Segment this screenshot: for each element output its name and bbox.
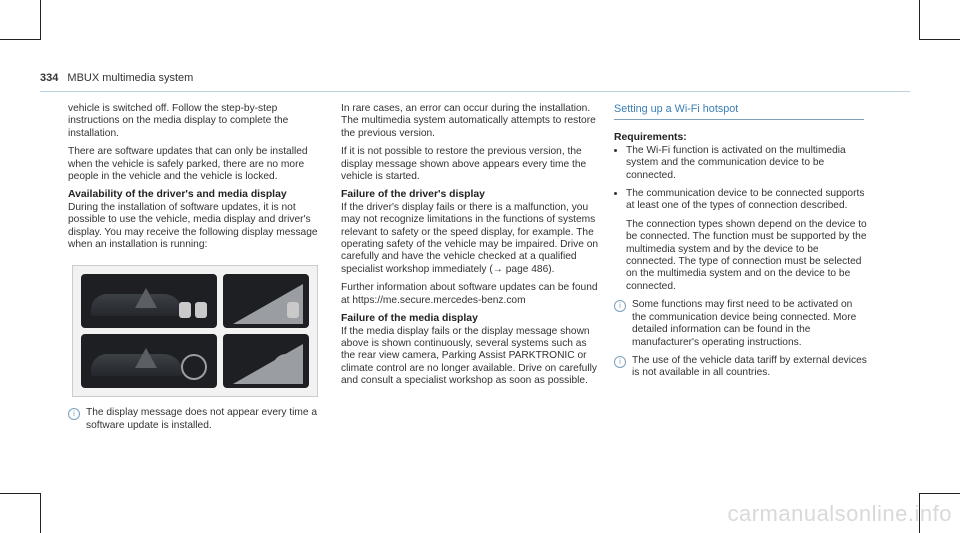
warning-icon bbox=[135, 288, 157, 308]
paragraph: Further information about software updates can be found at https://me.secure.mercedes-benz.com bbox=[341, 282, 598, 306]
crop-mark bbox=[919, 493, 960, 494]
heading-driver-display-failure: Failure of the driver's display bbox=[341, 189, 485, 201]
page-number: 334 bbox=[40, 72, 59, 84]
heading-requirements: Requirements: bbox=[614, 132, 687, 144]
note-text: Some functions may first need to be activated on the communication device being connected. More detailed information can be found in the manufacturer's operating instructions. bbox=[632, 299, 857, 348]
paragraph: If the driver's display fails or there is a malfunction, you may not recognize limitations in the functions of systems relevant to safety or the speed display, for example. The operating safety of the vehicle may be impaired. Drive on carefully and have the vehicle checked at a qualified specialist workshop immediately (→ page 486). bbox=[341, 201, 599, 275]
display-screenshot bbox=[72, 265, 318, 397]
paragraph: If the media display fails or the display message shown above is shown continuously, several systems such as the rear view camera, Parking Assist PARKTRONIC or climate control are no longer available. Drive on carefully and consult a specialist workshop as soon as possible. bbox=[341, 325, 597, 387]
heading-availability: Availability of the driver's and media display bbox=[68, 189, 287, 201]
info-icon: i bbox=[614, 356, 626, 368]
requirements-list bbox=[614, 145, 869, 293]
media-display-panel bbox=[223, 334, 309, 388]
paragraph: There are software updates that can only be installed when the vehicle is safely parked, there are no more people in the vehicle and the vehicle is locked. bbox=[68, 146, 308, 183]
paragraph: In rare cases, an error can occur during the installation. The multimedia system automatically attempts to restore the previous version. bbox=[341, 103, 596, 139]
paragraph: During the installation of software updates, it is not possible to use the vehicle, media display and driver's display. You may receive the following display message when an installation is running: bbox=[68, 201, 318, 251]
note bbox=[614, 299, 869, 349]
database-icon bbox=[179, 302, 191, 318]
page-header bbox=[40, 72, 193, 84]
gauge-icon bbox=[181, 354, 207, 380]
section-title: Setting up a Wi-Fi hotspot bbox=[614, 103, 864, 120]
info-icon: i bbox=[614, 300, 626, 312]
note bbox=[614, 355, 869, 380]
driver-display-panel bbox=[81, 334, 217, 388]
crop-mark bbox=[0, 39, 40, 40]
crop-mark bbox=[40, 493, 41, 533]
heading-media-display-failure: Failure of the media display bbox=[341, 313, 478, 325]
list-item-detail: The connection types shown depend on the device to be connected. The function must be supported by the multimedia system and by the device to be connected. The type of connection must be selected on the multimedia system and on the device to be connected. bbox=[626, 218, 867, 292]
crop-mark bbox=[0, 493, 40, 494]
driver-display-panel bbox=[81, 274, 217, 328]
list-item-text: The communication device to be connected supports at least one of the types of connection described. bbox=[626, 188, 865, 212]
crop-mark bbox=[919, 0, 920, 40]
crop-mark bbox=[919, 39, 960, 40]
database-icon bbox=[287, 302, 299, 318]
page-header-title: MBUX multimedia system bbox=[67, 72, 194, 84]
watermark: carmanualsonline.info bbox=[727, 501, 952, 526]
note bbox=[68, 407, 323, 432]
list-item bbox=[626, 188, 869, 293]
media-display-panel bbox=[223, 274, 309, 328]
note-text: The display message does not appear every time a software update is installed. bbox=[86, 407, 318, 431]
header-rule bbox=[40, 91, 910, 92]
paragraph: vehicle is switched off. Follow the step-by-step instructions on the media display to complete the installation. bbox=[68, 103, 289, 139]
database-icon bbox=[195, 302, 207, 318]
column-2 bbox=[341, 103, 599, 394]
paragraph: If it is not possible to restore the previous version, the display message shown above appears every time the vehicle is started. bbox=[341, 146, 587, 183]
warning-icon bbox=[135, 348, 157, 368]
column-3 bbox=[614, 103, 869, 386]
info-icon: i bbox=[68, 408, 80, 420]
column-1 bbox=[68, 103, 323, 438]
crop-mark bbox=[40, 0, 41, 40]
note-text: The use of the vehicle data tariff by external devices is not available in all countries. bbox=[632, 354, 867, 379]
list-item: • The Wi-Fi function is activated on the multimedia system and the communication device to be connected. bbox=[626, 145, 869, 182]
